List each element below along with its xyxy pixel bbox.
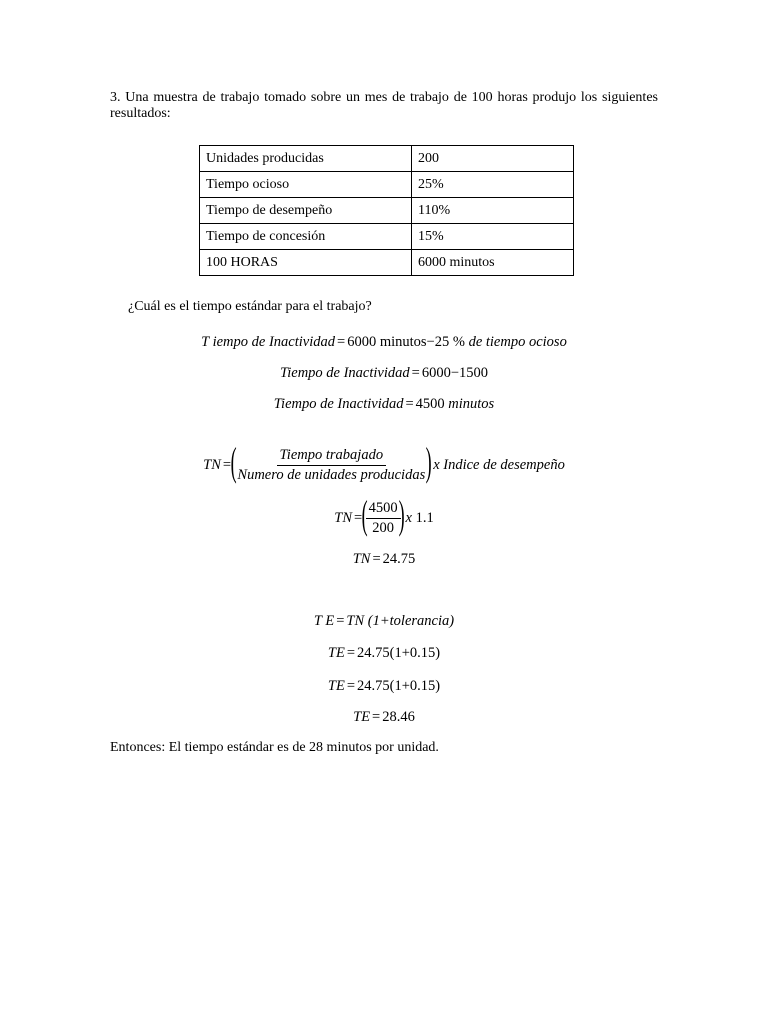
table-row [200,172,574,198]
table-cell-value: 110% [412,198,574,224]
table-row [200,250,574,276]
equation-idle-time-2: Tiempo de Inactividad = 6000−1500 [279,365,489,381]
eq-lhs: Tiempo de Inactividad [279,365,410,381]
equation-standard-time-formula: T E = TN (1+tolerancia) [313,613,455,629]
table-cell-value: 15% [412,224,574,250]
eq-factor: 1.1 [415,509,434,526]
table-cell-label: Tiempo ocioso [200,172,412,198]
equation-standard-time-result: TE = 28.46 [353,709,415,725]
eq-times: x [433,456,440,473]
eq-lhs: TN [334,509,353,526]
eq-unit: minutos [448,396,495,412]
fraction-numerator: Tiempo trabajado [277,447,387,466]
equation-standard-time-values-1: TE = 24.75(1+0.15) [327,645,441,661]
eq-lhs: TE [327,678,345,694]
eq-lhs: TN [352,551,371,567]
eq-rhs: 4500 [415,396,445,412]
equation-normal-time-result: TN = 24.75 [352,551,416,567]
table-cell-value: 200 [412,146,574,172]
fraction-denominator: Numero de unidades producidas [237,466,426,483]
fraction-numerator: 4500 [366,500,401,519]
eq-times: x [405,509,412,526]
eq-paren: (1+tolerancia) [367,613,455,629]
eq-lhs: T iempo de Inactividad [201,334,335,350]
equation-idle-time-1: T iempo de Inactividad = 6000 minutos−25 % de tiempo ocioso [201,334,567,350]
table-row [200,224,574,250]
eq-tail: Indice de desempeño [443,456,565,473]
eq-lhs: TE [327,645,345,661]
eq-lhs: TN [203,456,221,473]
eq-op: −25 % [426,334,465,350]
eq-lhs: Tiempo de Inactividad [273,396,404,412]
equation-normal-time-formula: TN = ( $\frac{\text{Tiempo trabajado}}{\text{Numero de unidades producidas}}$ ) x Indice de desempeño [203,439,565,484]
conclusion-text: Entonces: El tiempo estándar es de 28 minutos por unidad. [110,740,439,755]
equation-normal-time-values: TN = ( $\frac{4500}{200}$ ) x 1.1 [334,492,434,537]
table-cell-label: Unidades producidas [200,146,412,172]
eq-lhs: T E [313,613,335,629]
table-cell-label: Tiempo de concesión [200,224,412,250]
equation-idle-time-3: Tiempo de Inactividad = 4500 minutos [273,396,495,412]
eq-lhs: TE [353,709,371,725]
table-row [200,198,574,224]
eq-rhs: 24.75(1+0.15) [357,678,441,694]
eq-rhs: 6000−1500 [421,365,489,381]
eq-mid: TN [346,613,365,629]
table-row [200,146,574,172]
table-cell-label: Tiempo de desempeño [200,198,412,224]
problem-statement: 3. Una muestra de trabajo tomado sobre un mes de trabajo de 100 horas produjo los siguientes resultados: [110,90,658,121]
eq-rhs: 28.46 [382,709,415,725]
eq-rhs: 24.75 [382,551,416,567]
fraction [366,500,401,537]
equation-standard-time-values-2: TE = 24.75(1+0.15) [327,678,441,694]
fraction-denominator: 200 [372,519,394,536]
data-table [199,145,574,276]
fraction [234,447,428,484]
question-text: ¿Cuál es el tiempo estándar para el trabajo? [128,299,372,314]
eq-rhs: 24.75(1+0.15) [357,645,441,661]
eq-rhs: 6000 minutos [347,334,427,350]
table-cell-label: 100 HORAS [200,250,412,276]
table-cell-value: 25% [412,172,574,198]
table-cell-value: 6000 minutos [412,250,574,276]
eq-tail: de tiempo ocioso [468,334,567,350]
